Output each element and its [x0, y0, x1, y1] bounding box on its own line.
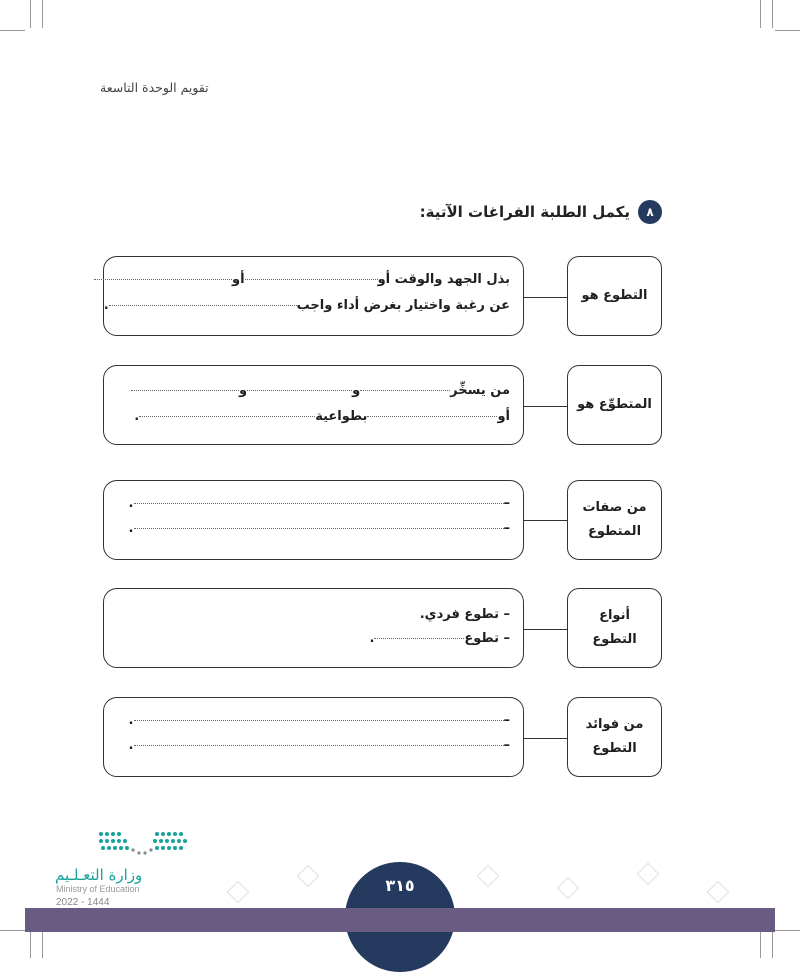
row-label: المتطوع: [587, 524, 642, 539]
connector-line: [524, 520, 567, 521]
crop-mark: [775, 930, 800, 931]
crop-mark: [772, 932, 773, 958]
blank[interactable]: [247, 390, 352, 391]
row-label: التطوع: [592, 632, 637, 647]
prompt-text: بذل الجهد والوقت أو: [377, 272, 510, 287]
row-label: أنواع: [599, 608, 630, 623]
crop-mark: [30, 932, 31, 958]
fill-line: [104, 298, 510, 313]
footer-band: [25, 908, 775, 932]
connector-line: [524, 406, 567, 407]
page-number: ٣١٥: [385, 876, 415, 895]
row-label: التطوع: [592, 741, 637, 756]
row-label: من فوائد: [585, 717, 644, 732]
blank[interactable]: [94, 279, 232, 280]
connector-line: [524, 629, 567, 630]
dash: –: [503, 496, 510, 511]
blank[interactable]: [134, 745, 504, 746]
decor-diamond: [297, 865, 320, 888]
end-mark: .: [128, 496, 134, 511]
question-text: يكمل الطلبة الفراغات الآتية:: [419, 203, 630, 221]
ministry-year: 2022 - 1444: [56, 897, 110, 908]
fill-line: [134, 409, 510, 424]
end-mark: .: [128, 713, 134, 728]
answer-box-5: [103, 697, 524, 777]
crop-mark: [42, 0, 43, 28]
prompt-text: أو: [232, 272, 245, 287]
fill-line: [131, 383, 510, 398]
fill-line: [129, 738, 510, 753]
fill-line: [369, 631, 510, 646]
decor-diamond: [637, 863, 660, 886]
fill-line: [129, 713, 510, 728]
question-heading: [420, 200, 662, 224]
end-mark: .: [103, 298, 109, 313]
label-box-4: [567, 588, 662, 668]
crop-mark: [760, 932, 761, 958]
page-header: تقويم الوحدة التاسعة: [100, 80, 209, 95]
blank[interactable]: [139, 416, 315, 417]
fill-line: [129, 521, 510, 536]
blank[interactable]: [131, 390, 239, 391]
ministry-name-arabic: وزارة التعـلـيم: [55, 866, 143, 884]
crop-mark: [30, 0, 31, 28]
connector-line: [524, 738, 567, 739]
row-label: من صفات: [582, 500, 647, 515]
prompt-text: أو: [497, 409, 510, 424]
blank[interactable]: [134, 720, 504, 721]
fill-line: [129, 496, 510, 511]
label-box-2: [567, 365, 662, 445]
dash: –: [503, 713, 510, 728]
end-mark: .: [369, 631, 375, 646]
prompt-text: من يسخِّر: [450, 383, 510, 398]
answer-box-3: [103, 480, 524, 560]
prompt-text: و: [238, 383, 248, 398]
answer-box-4: [103, 588, 524, 668]
dash: –: [503, 521, 510, 536]
end-mark: .: [134, 409, 140, 424]
blank[interactable]: [134, 528, 504, 529]
crop-mark: [772, 0, 773, 28]
crop-mark: [42, 932, 43, 958]
blank[interactable]: [360, 390, 450, 391]
connector-line: [524, 297, 567, 298]
prompt-text: عن رغبة واختيار بغرض أداء واجب: [296, 298, 510, 313]
blank[interactable]: [374, 638, 464, 639]
decor-diamond: [477, 865, 500, 888]
blank[interactable]: [245, 279, 378, 280]
answer-box-1: [103, 256, 524, 336]
crop-mark: [775, 30, 800, 31]
prompt-text: و: [352, 383, 361, 398]
label-box-3: [567, 480, 662, 560]
blank[interactable]: [134, 503, 504, 504]
blank[interactable]: [109, 305, 297, 306]
decor-diamond: [557, 877, 580, 900]
list-item: [420, 607, 510, 622]
item-text: – تطوع: [464, 631, 510, 646]
crop-mark: [0, 30, 25, 31]
row-label: المتطوِّع هو: [577, 397, 652, 412]
answer-box-2: [103, 365, 524, 445]
decor-diamond: [227, 881, 250, 904]
label-box-5: [567, 697, 662, 777]
ministry-name-english: Ministry of Education: [56, 884, 140, 894]
end-mark: .: [128, 738, 134, 753]
crop-mark: [760, 0, 761, 28]
ministry-logo-icon: [97, 828, 189, 858]
dash: –: [503, 738, 510, 753]
item-text: – تطوع فردي.: [419, 607, 510, 622]
fill-line: [94, 272, 510, 287]
decor-diamond: [707, 881, 730, 904]
prompt-text: بطواعية: [315, 409, 368, 424]
label-box-1: [567, 256, 662, 336]
blank[interactable]: [367, 416, 497, 417]
question-number-badge: ٨: [638, 200, 662, 224]
row-label: التطوع هو: [581, 288, 648, 303]
crop-mark: [0, 930, 25, 931]
end-mark: .: [128, 521, 134, 536]
